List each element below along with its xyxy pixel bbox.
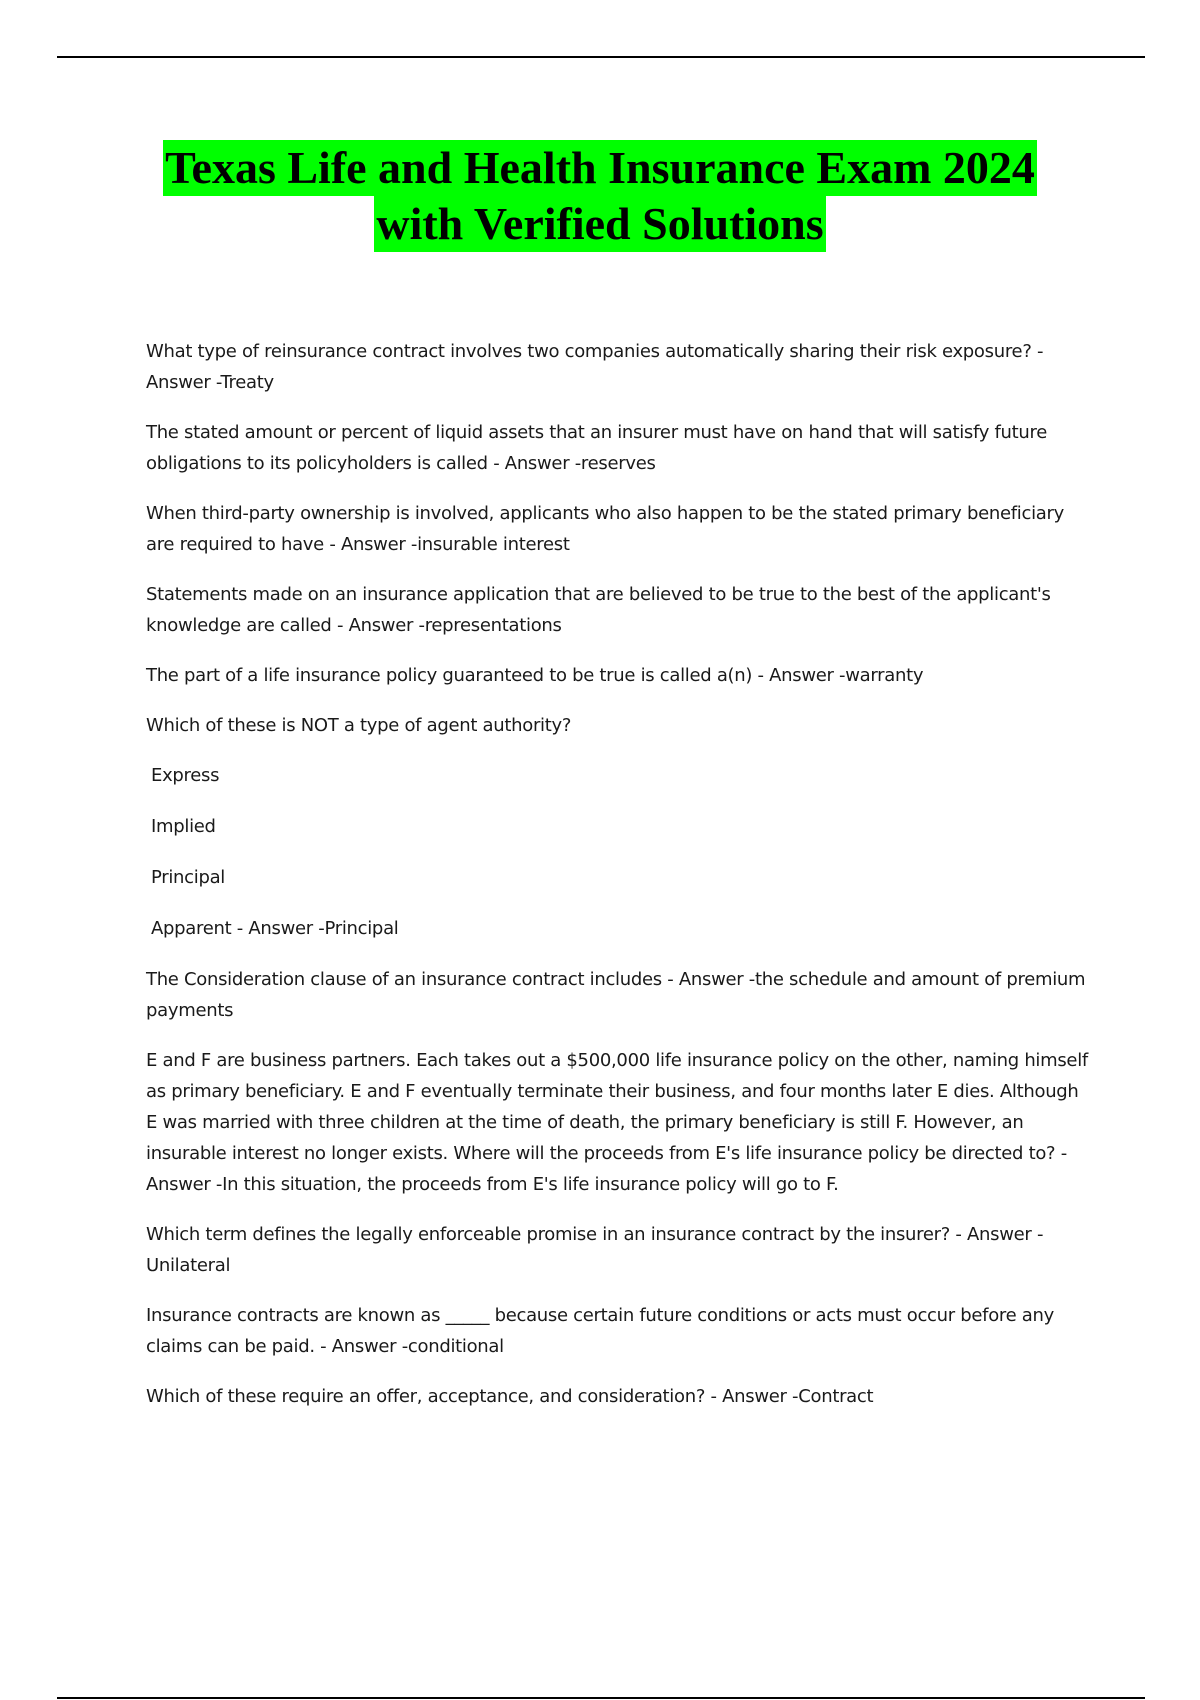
document-body bbox=[146, 336, 1090, 1431]
question-paragraph: Statements made on an insurance application that are believed to be true to the best of the applicant's knowledge are called - Answer -representations bbox=[146, 584, 1051, 636]
question-paragraph: Which of these is NOT a type of agent authority? bbox=[146, 715, 572, 736]
answer-option: Express bbox=[151, 765, 220, 786]
top-rule bbox=[57, 56, 1145, 58]
question-paragraph: Insurance contracts are known as _____ because certain future conditions or acts must occur before any claims can be paid. - Answer -conditional bbox=[146, 1305, 1055, 1357]
question-paragraph: Which of these require an offer, acceptance, and consideration? - Answer -Contract bbox=[146, 1386, 874, 1407]
question-paragraph: E and F are business partners. Each takes out a $500,000 life insurance policy on the other, naming himself as primary beneficiary. E and F eventually terminate their business, and four months later E dies. Although E was married with three children at the time of death, the primary beneficiary is still F. However, an insurable interest no longer exists. Where will the proceeds from E's life insurance policy be directed to? - Answer -In this situation, the proceeds from E's life insurance policy will go to F. bbox=[146, 1050, 1088, 1195]
question-paragraph: The stated amount or percent of liquid assets that an insurer must have on hand that will satisfy future obligations to its policyholders is called - Answer -reserves bbox=[146, 422, 1047, 474]
question-paragraph: The Consideration clause of an insurance contract includes - Answer -the schedule and amount of premium payments bbox=[146, 969, 1086, 1021]
document-title bbox=[0, 140, 1200, 252]
answer-option: Principal bbox=[151, 867, 226, 888]
question-paragraph: When third-party ownership is involved, applicants who also happen to be the stated primary beneficiary are required to have - Answer -insurable interest bbox=[146, 503, 1064, 555]
title-line-2: with Verified Solutions bbox=[374, 196, 825, 252]
answer-option: Apparent - Answer -Principal bbox=[151, 918, 399, 939]
bottom-rule bbox=[57, 1697, 1145, 1699]
title-line-1: Texas Life and Health Insurance Exam 2024 bbox=[163, 140, 1037, 196]
question-paragraph: The part of a life insurance policy guaranteed to be true is called a(n) - Answer -warranty bbox=[146, 665, 924, 686]
question-paragraph: Which term defines the legally enforceable promise in an insurance contract by the insurer? - Answer -Unilateral bbox=[146, 1224, 1044, 1276]
answer-option: Implied bbox=[151, 816, 216, 837]
question-paragraph: What type of reinsurance contract involves two companies automatically sharing their risk exposure? - Answer -Treaty bbox=[146, 341, 1044, 393]
